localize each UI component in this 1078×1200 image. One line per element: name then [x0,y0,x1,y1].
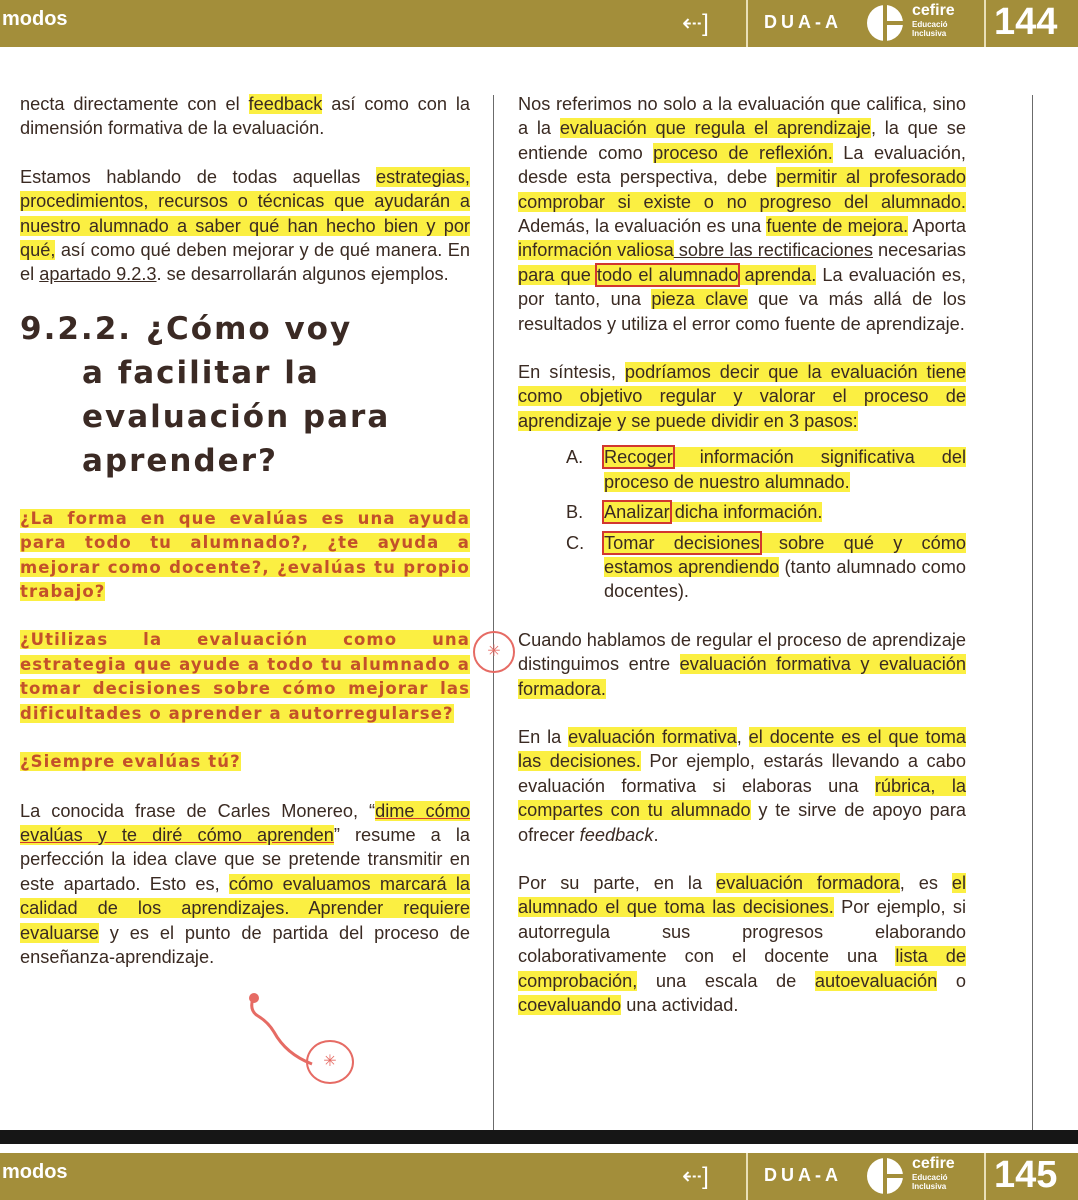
margin-rule [1032,95,1033,1130]
list-item: C. Tomar decisiones sobre qué y cómo estamos aprendiendo (tanto alumnado como docentes). [566,532,966,602]
logo-word: cefire [912,2,955,19]
bottom-header-bar [0,1153,1078,1200]
divider [746,0,748,47]
exit-icon[interactable]: ⇠] [682,10,709,37]
paragraph: Cuando hablamos de regular el proceso de aprendizaje distinguimos entre evaluación formativa y evaluación formadora. [518,629,966,699]
section-title: modos [2,1161,68,1183]
divider [984,0,986,47]
divider [984,1153,986,1200]
dua-label: DUA-A [764,1165,842,1185]
right-column [518,92,966,1017]
handwritten-asterisk-icon: ✳ [473,631,515,673]
section-heading: 9.2.2. ¿Cómo voy a facilitar la evaluación para aprender? [20,310,391,479]
logo-subtitle: Educació Inclusiva [912,1173,948,1191]
reflection-question: ¿Siempre evalúas tú? [20,752,241,772]
paragraph: Nos referimos no solo a la evaluación que califica, sino a la evaluación que regula el aprendizaje, la que se entiende como proceso de reflexión. La evaluación, desde esta perspectiva, debe permitir al profesorado comprobar si existe o no progreso del alumnado. Además, la evaluación es una fuente de mejora. Aporta información valiosa sobre las rectificaciones necesarias para que todo el alumnado aprenda. La evaluación es, por tanto, una pieza clave que va más allá de los resultados y utiliza el error como fuente de aprendizaje. [518,94,966,334]
reflection-question: ¿La forma en que evalúas es una ayuda para todo tu alumnado?, ¿te ayuda a mejorar como docente?, ¿evalúas tu propio trabajo? [20,508,470,602]
divider [746,1153,748,1200]
handwritten-asterisk-icon: ✳ [306,1040,354,1084]
section-title: modos [2,8,68,30]
paragraph: Estamos hablando de todas aquellas estrategias, procedimientos, recursos o técnicas que ayudarán a nuestro alumnado a saber qué han hecho bien y por qué, así como qué deben mejorar y de qué manera. En el apartado 9.2.3. se desarrollarán algunos ejemplos. [20,166,470,285]
logo-word: cefire [912,1155,955,1172]
list-item: B. Analizar dicha información. [566,502,823,523]
page-separator [0,1130,1078,1144]
page-number: 145 [994,1154,1058,1196]
dua-label: DUA-A [764,12,842,32]
cefire-logo-icon [866,1157,904,1195]
paragraph: En síntesis, podríamos decir que la evaluación tiene como objetivo regular y valorar el proceso de aprendizaje y se puede dividir en 3 pasos: [518,362,966,431]
left-column [20,92,470,969]
cefire-logo-icon [866,4,904,42]
logo-subtitle: Educació Inclusiva [912,20,948,38]
page-number: 144 [994,1,1058,43]
top-header-bar [0,0,1078,47]
exit-icon[interactable]: ⇠] [682,1163,709,1190]
column-rule [493,95,494,1130]
list-item: A. Recoger información significativa del proceso de nuestro alumnado. [566,447,966,492]
steps-list [518,445,966,603]
paragraph: En la evaluación formativa, el docente es el que toma las decisiones. Por ejemplo, estarás llevando a cabo evaluación formativa si elaboras una rúbrica, la compartes con tu alumnado y te sirve de apoyo para ofrecer feedback. [518,726,966,845]
reflection-question: ¿Utilizas la evaluación como una estrategia que ayude a todo tu alumnado a tomar decisiones sobre cómo mejorar las dificultades o aprender a autorregularse? [20,630,470,723]
paragraph: necta directamente con el feedback así como con la dimensión formativa de la evaluación. [20,94,470,139]
paragraph: La conocida frase de Carles Monereo, “dime cómo evalúas y te diré cómo aprenden” resume a la perfección la idea clave que se pretende transmitir en este apartado. Esto es, cómo evaluamos marcará la calidad de los aprendizajes. Aprender requiere evaluarse y es el punto de partida del proceso de enseñanza-aprendizaje. [20,800,470,967]
paragraph: Por su parte, en la evaluación formadora, es el alumnado el que toma las decisiones. Por ejemplo, si autorregula sus progresos elaborando colaborativamente con el docente una lista de comprobación, una escala de autoevaluación o coevaluando una actividad. [518,872,966,1015]
